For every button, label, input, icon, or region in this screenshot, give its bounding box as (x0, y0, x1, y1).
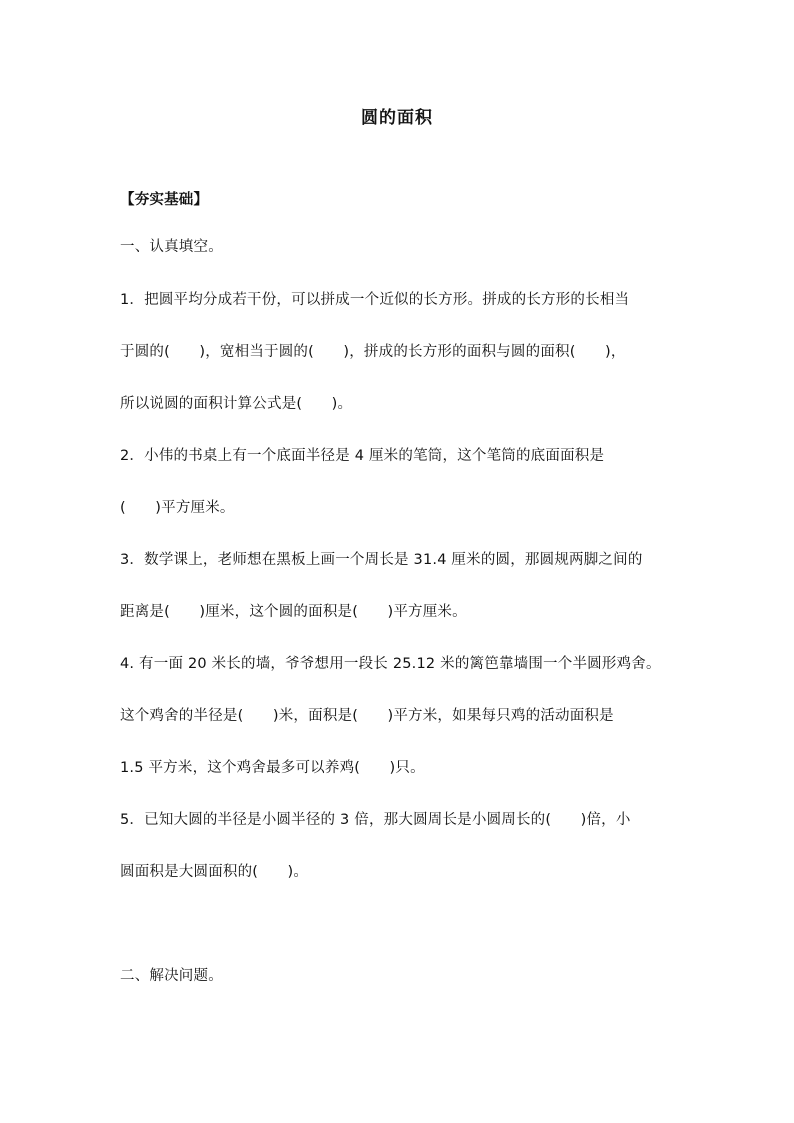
question-1-line-2: 于圆的( )，宽相当于圆的( )，拼成的长方形的面积与圆的面积( )， (120, 344, 626, 360)
question-1-line-1: 1．把圆平均分成若干份，可以拼成一个近似的长方形。拼成的长方形的长相当 (120, 292, 630, 308)
part1-heading: 一、认真填空。 (120, 239, 223, 255)
question-4-line-2: 这个鸡舍的半径是( )米，面积是( )平方米，如果每只鸡的活动面积是 (120, 708, 614, 724)
question-5-line-2: 圆面积是大圆面积的( )。 (120, 864, 309, 880)
question-1-line-3: 所以说圆的面积计算公式是( )。 (120, 396, 353, 412)
section-tag: 【夯实基础】 (120, 192, 209, 208)
question-4-line-3: 1.5 平方米，这个鸡舍最多可以养鸡( )只。 (120, 760, 425, 776)
part2-heading: 二、解决问题。 (120, 968, 223, 984)
question-4-line-1: 4. 有一面 20 米长的墙，爷爷想用一段长 25.12 米的篱笆靠墙围一个半圆形鸡舍。 (120, 656, 661, 672)
question-2-line-2: ( )平方厘米。 (120, 500, 235, 516)
question-3-line-2: 距离是( )厘米，这个圆的面积是( )平方厘米。 (120, 604, 467, 620)
page-title: 圆的面积 (361, 108, 433, 128)
question-3-line-1: 3．数学课上，老师想在黑板上画一个周长是 31.4 厘米的圆，那圆规两脚之间的 (120, 552, 643, 568)
question-5-line-1: 5．已知大圆的半径是小圆半径的 3 倍，那大圆周长是小圆周长的( )倍，小 (120, 812, 631, 828)
question-2-line-1: 2．小伟的书桌上有一个底面半径是 4 厘米的笔筒，这个笔筒的底面面积是 (120, 448, 605, 464)
